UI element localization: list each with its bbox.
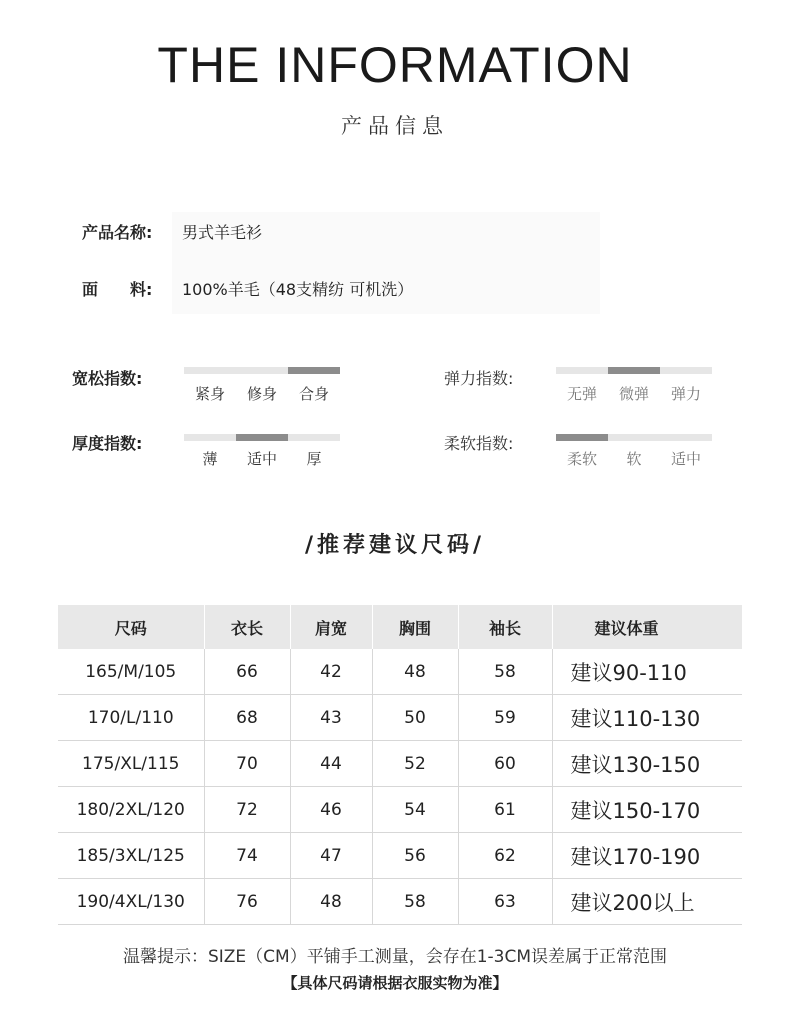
- table-cell: 60: [458, 741, 552, 787]
- table-cell: 47: [290, 833, 372, 879]
- table-cell: 建议90-110: [552, 649, 742, 695]
- table-row: [58, 741, 742, 787]
- actual-size-note: 【具体尺码请根据衣服实物为准】: [282, 974, 508, 992]
- column-header: 胸围: [372, 605, 458, 649]
- elasticity-option-2: 弹力: [670, 385, 701, 403]
- column-header: 建议体重: [552, 605, 742, 649]
- column-header: 衣长: [204, 605, 290, 649]
- table-cell: 46: [290, 787, 372, 833]
- softness-option-0: 柔软: [566, 450, 597, 468]
- elasticity-segment-0: [556, 367, 608, 374]
- elasticity-option-1: 微弹: [618, 385, 649, 403]
- thickness-option-2: 厚: [306, 450, 322, 468]
- table-cell: 70: [204, 741, 290, 787]
- elasticity-index-scale: [556, 367, 712, 407]
- thickness-segment-0: [184, 434, 236, 441]
- table-cell: 建议150-170: [552, 787, 742, 833]
- table-cell: 76: [204, 879, 290, 925]
- fit-index-scale: [184, 367, 340, 407]
- table-cell: 59: [458, 695, 552, 741]
- softness-option-1: 软: [626, 450, 642, 468]
- thickness-option-1: 适中: [246, 450, 277, 468]
- material-value: 100%羊毛（48支精纺 可机洗）: [182, 280, 414, 299]
- material-label: 面 料:: [82, 280, 153, 299]
- table-cell: 58: [372, 879, 458, 925]
- page-subtitle: 产品信息: [341, 114, 449, 138]
- thickness-index-scale: [184, 434, 340, 474]
- table-cell: 52: [372, 741, 458, 787]
- column-header: 肩宽: [290, 605, 372, 649]
- table-cell: 56: [372, 833, 458, 879]
- fit-segment-1: [236, 367, 288, 374]
- recommend-size-title: /推荐建议尺码/: [304, 533, 486, 558]
- size-table: [58, 605, 742, 925]
- table-row: [58, 787, 742, 833]
- fit-index-label: 宽松指数:: [72, 369, 143, 388]
- elasticity-index-label: 弹力指数:: [444, 369, 514, 388]
- elasticity-segment-2: [660, 367, 712, 374]
- table-cell: 42: [290, 649, 372, 695]
- softness-segment-2: [660, 434, 712, 441]
- table-cell: 72: [204, 787, 290, 833]
- fit-option-1: 修身: [246, 385, 277, 403]
- thickness-index-label: 厚度指数:: [72, 434, 143, 453]
- fit-segment-2: [288, 367, 340, 374]
- fit-option-0: 紧身: [194, 385, 225, 403]
- column-header: 尺码: [58, 605, 204, 649]
- table-cell: 68: [204, 695, 290, 741]
- table-cell: 54: [372, 787, 458, 833]
- softness-segment-1: [608, 434, 660, 441]
- table-cell: 建议110-130: [552, 695, 742, 741]
- table-cell: 165/M/105: [58, 649, 204, 695]
- elasticity-option-0: 无弹: [566, 385, 597, 403]
- table-row: [58, 649, 742, 695]
- table-cell: 43: [290, 695, 372, 741]
- softness-index-scale: [556, 434, 712, 474]
- measurement-note: 温馨提示：SIZE（CM）平铺手工测量，会存在1-3CM误差属于正常范围: [122, 947, 668, 967]
- table-cell: 61: [458, 787, 552, 833]
- page-title: THE INFORMATION: [157, 37, 633, 93]
- table-cell: 180/2XL/120: [58, 787, 204, 833]
- table-cell: 175/XL/115: [58, 741, 204, 787]
- table-cell: 185/3XL/125: [58, 833, 204, 879]
- table-header-row: [58, 605, 742, 649]
- table-row: [58, 833, 742, 879]
- product-name-label: 产品名称:: [82, 223, 153, 242]
- table-cell: 170/L/110: [58, 695, 204, 741]
- table-cell: 50: [372, 695, 458, 741]
- softness-option-2: 适中: [670, 450, 701, 468]
- product-name-value: 男式羊毛衫: [182, 223, 263, 242]
- table-cell: 48: [290, 879, 372, 925]
- thickness-segment-2: [288, 434, 340, 441]
- table-cell: 74: [204, 833, 290, 879]
- thickness-segment-1: [236, 434, 288, 441]
- table-cell: 44: [290, 741, 372, 787]
- table-cell: 66: [204, 649, 290, 695]
- softness-segment-0: [556, 434, 608, 441]
- table-cell: 58: [458, 649, 552, 695]
- table-cell: 48: [372, 649, 458, 695]
- table-cell: 190/4XL/130: [58, 879, 204, 925]
- fit-option-2: 合身: [298, 385, 329, 403]
- thickness-option-0: 薄: [202, 450, 218, 468]
- table-row: [58, 695, 742, 741]
- elasticity-segment-1: [608, 367, 660, 374]
- table-cell: 建议130-150: [552, 741, 742, 787]
- table-cell: 62: [458, 833, 552, 879]
- table-cell: 建议170-190: [552, 833, 742, 879]
- softness-index-label: 柔软指数:: [444, 434, 514, 453]
- table-row: [58, 879, 742, 925]
- fit-segment-0: [184, 367, 236, 374]
- column-header: 袖长: [458, 605, 552, 649]
- table-cell: 63: [458, 879, 552, 925]
- table-cell: 建议200以上: [552, 879, 742, 925]
